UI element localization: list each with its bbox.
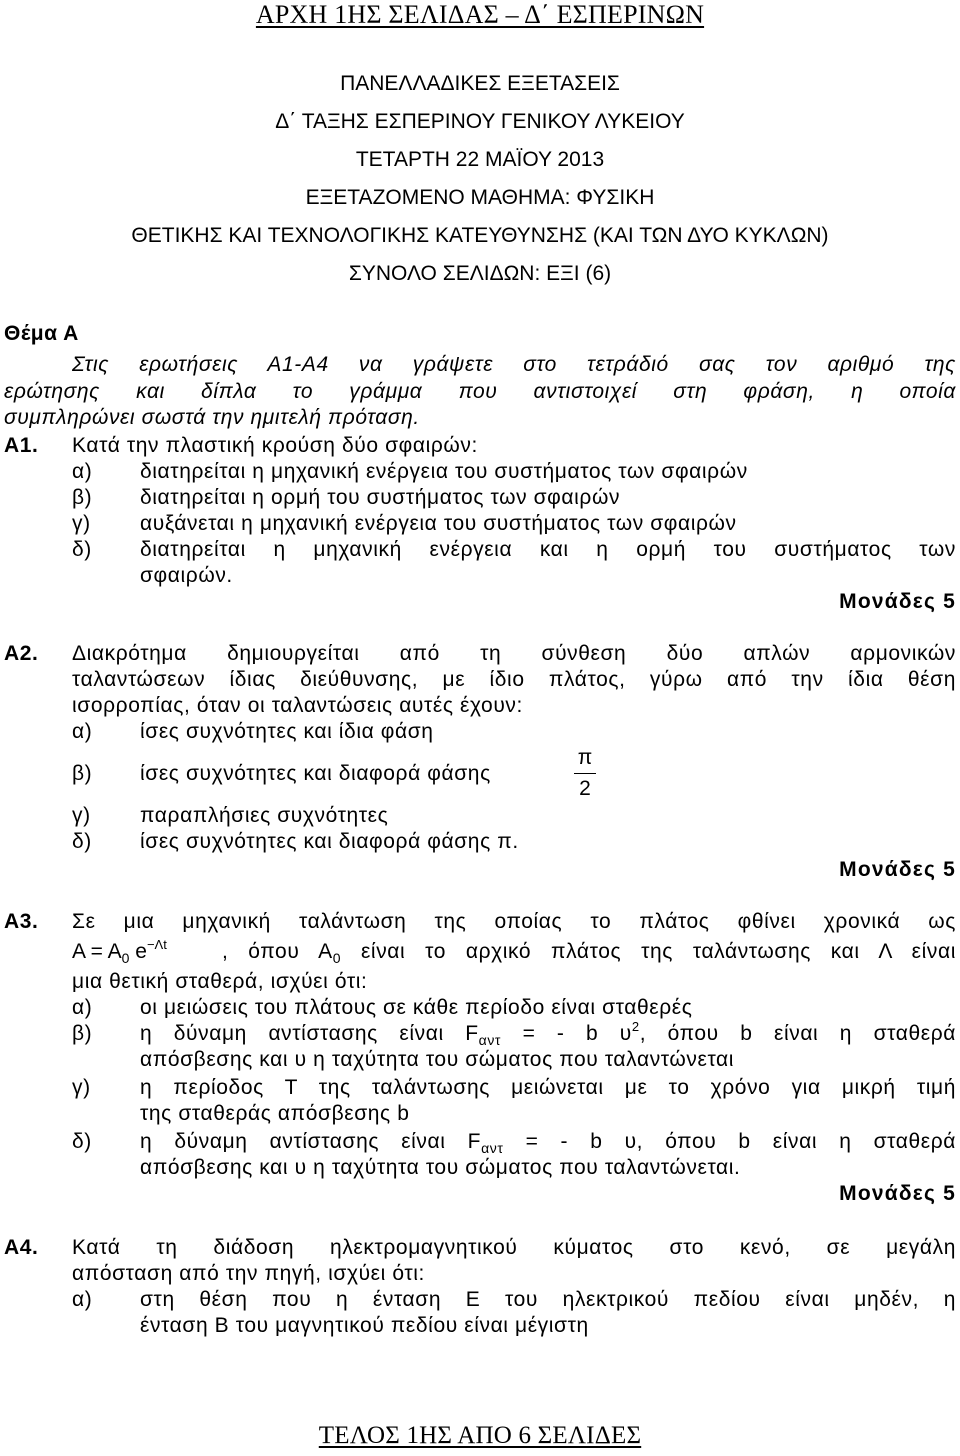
q2-option-key: δ) xyxy=(72,830,92,853)
q3-stem-line-1: Σε μια μηχανική ταλάντωση της οποίας το πλάτος φθίνει χρονικά ως xyxy=(72,910,956,933)
q2-option-key: γ) xyxy=(72,804,91,827)
q1-option-key: γ) xyxy=(72,512,91,535)
q2-option-text: ίσες συχνότητες και διαφορά φάσης xyxy=(140,762,491,785)
theme-heading: Θέμα Α xyxy=(4,322,79,345)
q3-option-key: α) xyxy=(72,996,93,1019)
q4-stem-line-2: απόσταση από την πηγή, ισχύει ότι: xyxy=(72,1262,425,1285)
q3-option-key: γ) xyxy=(72,1076,91,1099)
q3-option-text: η περίοδος Τ της ταλάντωσης μειώνεται με το χρόνο για μικρή τιμή xyxy=(140,1076,956,1099)
q4-stem-line-1: Κατά τη διάδοση ηλεκτρομαγνητικού κύματος στο κενό, σε μεγάλη xyxy=(72,1236,956,1259)
decay-formula: $A = A_0$ $e^{-\Lambda t}$ xyxy=(72,937,167,966)
title-line-6: ΣΥΝΟΛΟ ΣΕΛΙΔΩΝ: ΕΞΙ (6) xyxy=(348,262,612,285)
q4-option-key: α) xyxy=(72,1288,93,1311)
q3-stem-line-3: μια θετική σταθερά, ισχύει ότι: xyxy=(72,970,368,993)
q3-stem-line-2: , όπου $A_0$ είναι το αρχικό πλάτος της ταλάντωσης και Λ είναι xyxy=(222,940,957,966)
title-line-5: ΘΕΤΙΚΗΣ ΚΑΙ ΤΕΧΝΟΛΟΓΙΚΗΣ ΚΑΤΕΥΘΥΝΣΗΣ (ΚΑΙ ΤΩΝ ΔΥΟ ΚΥΚΛΩΝ) xyxy=(131,224,829,247)
page-header: ΑΡΧΗ 1ΗΣ ΣΕΛΙΔΑΣ – Δ΄ ΕΣΠΕΡΙΝΩΝ xyxy=(255,0,705,29)
fraction-numerator: π xyxy=(577,746,593,769)
q2-stem-line-2: ταλαντώσεων ίδιας διεύθυνσης, με ίδιο πλάτος, γύρω από την ίδια θέση xyxy=(72,668,956,691)
q2-label: Α2. xyxy=(4,642,39,665)
marks-label: Μονάδες 5 xyxy=(839,590,956,613)
q2-stem-line-3: ισορροπίας, όταν οι ταλαντώσεις αυτές έχουν: xyxy=(72,694,523,717)
q3-option-text: η δύναμη αντίστασης είναι $F_{\alpha\nu\tau}$ = - b $\upsilon^2$, όπου b είναι η σταθερά xyxy=(140,1019,957,1048)
q3-option-cont: απόσβεσης και υ η ταχύτητα του σώματος που ταλαντώνεται xyxy=(140,1048,735,1071)
marks-label: Μονάδες 5 xyxy=(839,1182,956,1205)
q4-option-cont: ένταση Β του μαγνητικού πεδίου είναι μέγιστη xyxy=(140,1314,589,1337)
instructions-line-1: Στις ερωτήσεις Α1-Α4 να γράψετε στο τετράδιό σας τον αριθμό της xyxy=(72,353,956,376)
page-footer: ΤΕΛΟΣ 1ΗΣ ΑΠΟ 6 ΣΕΛΙΔΕΣ xyxy=(318,1422,642,1449)
q1-stem: Κατά την πλαστική κρούση δύο σφαιρών: xyxy=(72,434,478,457)
q1-option-text: αυξάνεται η μηχανική ενέργεια του συστήματος των σφαιρών xyxy=(140,512,737,535)
fraction-bar xyxy=(574,773,596,774)
title-line-4: ΕΞΕΤΑΖΟΜΕΝΟ ΜΑΘΗΜΑ: ΦΥΣΙΚΗ xyxy=(305,186,655,209)
q2-stem-line-1: Διακρότημα δημιουργείται από τη σύνθεση δύο απλών αρμονικών xyxy=(72,642,956,665)
q3-option-key: β) xyxy=(72,1022,93,1045)
instructions-line-2: ερώτησης και δίπλα το γράμμα που αντιστοιχεί στη φράση, η οποία xyxy=(4,380,956,403)
q3-option-cont: απόσβεσης και υ η ταχύτητα του σώματος που ταλαντώνεται. xyxy=(140,1156,741,1179)
q1-label: Α1. xyxy=(4,434,39,457)
q1-option-key: β) xyxy=(72,486,93,509)
q3-option-cont: της σταθεράς απόσβεσης b xyxy=(140,1102,410,1125)
q2-option-text: παραπλήσιες συχνότητες xyxy=(140,804,389,827)
q4-option-text: στη θέση που η ένταση Ε του ηλεκτρικού πεδίου είναι μηδέν, η xyxy=(140,1288,956,1311)
q3-option-text: οι μειώσεις του πλάτους σε κάθε περίοδο είναι σταθερές xyxy=(140,996,693,1019)
title-line-3: ΤΕΤΑΡΤΗ 22 ΜΑΪΟΥ 2013 xyxy=(355,148,605,171)
marks-label: Μονάδες 5 xyxy=(839,858,956,881)
q1-option-key: δ) xyxy=(72,538,92,561)
q3-option-text: η δύναμη αντίστασης είναι $F_{\alpha\nu\tau}$ = - b υ, όπου b είναι η σταθερά xyxy=(140,1130,957,1156)
q1-option-text: διατηρείται η μηχανική ενέργεια και η ορμή του συστήματος των xyxy=(140,538,956,561)
fraction-denominator: 2 xyxy=(579,777,591,800)
q2-option-text: ίσες συχνότητες και ίδια φάση xyxy=(140,720,434,743)
q2-option-key: β) xyxy=(72,762,93,785)
q2-option-key: α) xyxy=(72,720,93,743)
title-line-2: Δ΄ ΤΑΞΗΣ ΕΣΠΕΡΙΝΟΥ ΓΕΝΙΚΟΥ ΛΥΚΕΙΟΥ xyxy=(275,110,685,133)
q4-label: Α4. xyxy=(4,1236,39,1259)
q1-option-text: διατηρείται η μηχανική ενέργεια του συστήματος των σφαιρών xyxy=(140,460,748,483)
q3-label: Α3. xyxy=(4,910,39,933)
q1-option-cont: σφαιρών. xyxy=(140,564,233,587)
q1-option-text: διατηρείται η ορμή του συστήματος των σφαιρών xyxy=(140,486,621,509)
q3-option-key: δ) xyxy=(72,1130,92,1153)
q1-option-key: α) xyxy=(72,460,93,483)
instructions-line-3: συμπληρώνει σωστά την ημιτελή πρόταση. xyxy=(4,406,420,429)
title-line-1: ΠΑΝΕΛΛΑΔΙΚΕΣ ΕΞΕΤΑΣΕΙΣ xyxy=(340,72,620,95)
q2-option-text: ίσες συχνότητες και διαφορά φάσης π. xyxy=(140,830,519,853)
